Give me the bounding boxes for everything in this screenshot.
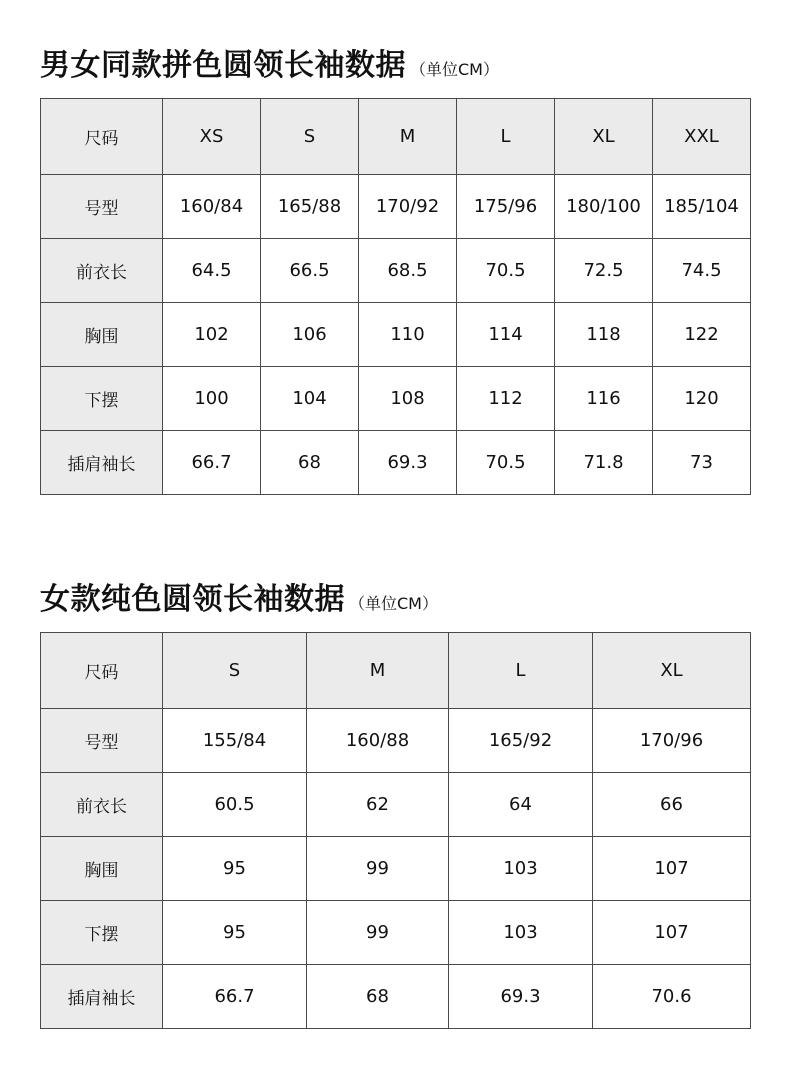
table-cell: 70.5 [457,431,555,495]
row-label: 号型 [41,709,163,773]
table-cell: 103 [449,901,593,965]
table-cell: 114 [457,303,555,367]
table-cell: 73 [653,431,751,495]
table-cell: 64 [449,773,593,837]
section-title-unit: （单位CM） [410,60,499,79]
table-cell: 74.5 [653,239,751,303]
table-cell: 170/96 [593,709,751,773]
table-header-row [41,99,751,175]
table-cell: 102 [163,303,261,367]
table-row [41,175,751,239]
header-cell-size-xl: XL [593,633,751,709]
row-label: 胸围 [41,303,163,367]
header-cell-size: 尺码 [41,99,163,175]
table-cell: 180/100 [555,175,653,239]
table-cell: 160/88 [307,709,449,773]
table-cell: 66.7 [163,431,261,495]
table-cell: 107 [593,837,751,901]
row-label: 号型 [41,175,163,239]
table-cell: 66 [593,773,751,837]
table-cell: 110 [359,303,457,367]
table-cell: 106 [261,303,359,367]
section-title-text: 女款纯色圆领长袖数据 [40,582,345,617]
size-table-women [40,632,751,1029]
table-row [41,239,751,303]
table-row [41,837,751,901]
table-cell: 100 [163,367,261,431]
table-cell: 112 [457,367,555,431]
table-row [41,709,751,773]
table-cell: 99 [307,837,449,901]
section-title-unit: （单位CM） [349,594,438,613]
header-cell-size: 尺码 [41,633,163,709]
table-cell: 103 [449,837,593,901]
table-row [41,303,751,367]
table-cell: 70.6 [593,965,751,1029]
table-cell: 60.5 [163,773,307,837]
table-cell: 165/88 [261,175,359,239]
table-cell: 107 [593,901,751,965]
section-title-women [40,574,438,618]
header-cell-size-m: M [307,633,449,709]
row-label: 胸围 [41,837,163,901]
row-label: 前衣长 [41,773,163,837]
table-cell: 185/104 [653,175,751,239]
table-cell: 170/92 [359,175,457,239]
row-label: 下摆 [41,367,163,431]
table-cell: 68.5 [359,239,457,303]
table-cell: 165/92 [449,709,593,773]
table-cell: 62 [307,773,449,837]
header-cell-size-l: L [449,633,593,709]
table-cell: 66.5 [261,239,359,303]
table-cell: 160/84 [163,175,261,239]
table-cell: 122 [653,303,751,367]
section-title-unisex [40,40,499,84]
table-cell: 71.8 [555,431,653,495]
table-cell: 104 [261,367,359,431]
table-cell: 99 [307,901,449,965]
table-cell: 70.5 [457,239,555,303]
table-cell: 155/84 [163,709,307,773]
header-cell-size-xs: XS [163,99,261,175]
table-cell: 120 [653,367,751,431]
header-cell-size-l: L [457,99,555,175]
row-label: 插肩袖长 [41,431,163,495]
header-cell-size-m: M [359,99,457,175]
table-cell: 118 [555,303,653,367]
table-cell: 175/96 [457,175,555,239]
header-cell-size-xxl: XXL [653,99,751,175]
row-label: 插肩袖长 [41,965,163,1029]
table-cell: 66.7 [163,965,307,1029]
row-label: 下摆 [41,901,163,965]
table-cell: 95 [163,901,307,965]
header-cell-size-s: S [163,633,307,709]
table-cell: 95 [163,837,307,901]
table-row [41,431,751,495]
table-row [41,901,751,965]
table-cell: 72.5 [555,239,653,303]
row-label: 前衣长 [41,239,163,303]
table-cell: 108 [359,367,457,431]
table-cell: 68 [261,431,359,495]
table-row [41,773,751,837]
table-cell: 69.3 [359,431,457,495]
table-cell: 68 [307,965,449,1029]
table-cell: 116 [555,367,653,431]
table-row [41,965,751,1029]
table-header-row [41,633,751,709]
section-title-text: 男女同款拼色圆领长袖数据 [40,48,406,83]
size-table-unisex [40,98,751,495]
header-cell-size-s: S [261,99,359,175]
table-cell: 69.3 [449,965,593,1029]
table-row [41,367,751,431]
header-cell-size-xl: XL [555,99,653,175]
table-cell: 64.5 [163,239,261,303]
